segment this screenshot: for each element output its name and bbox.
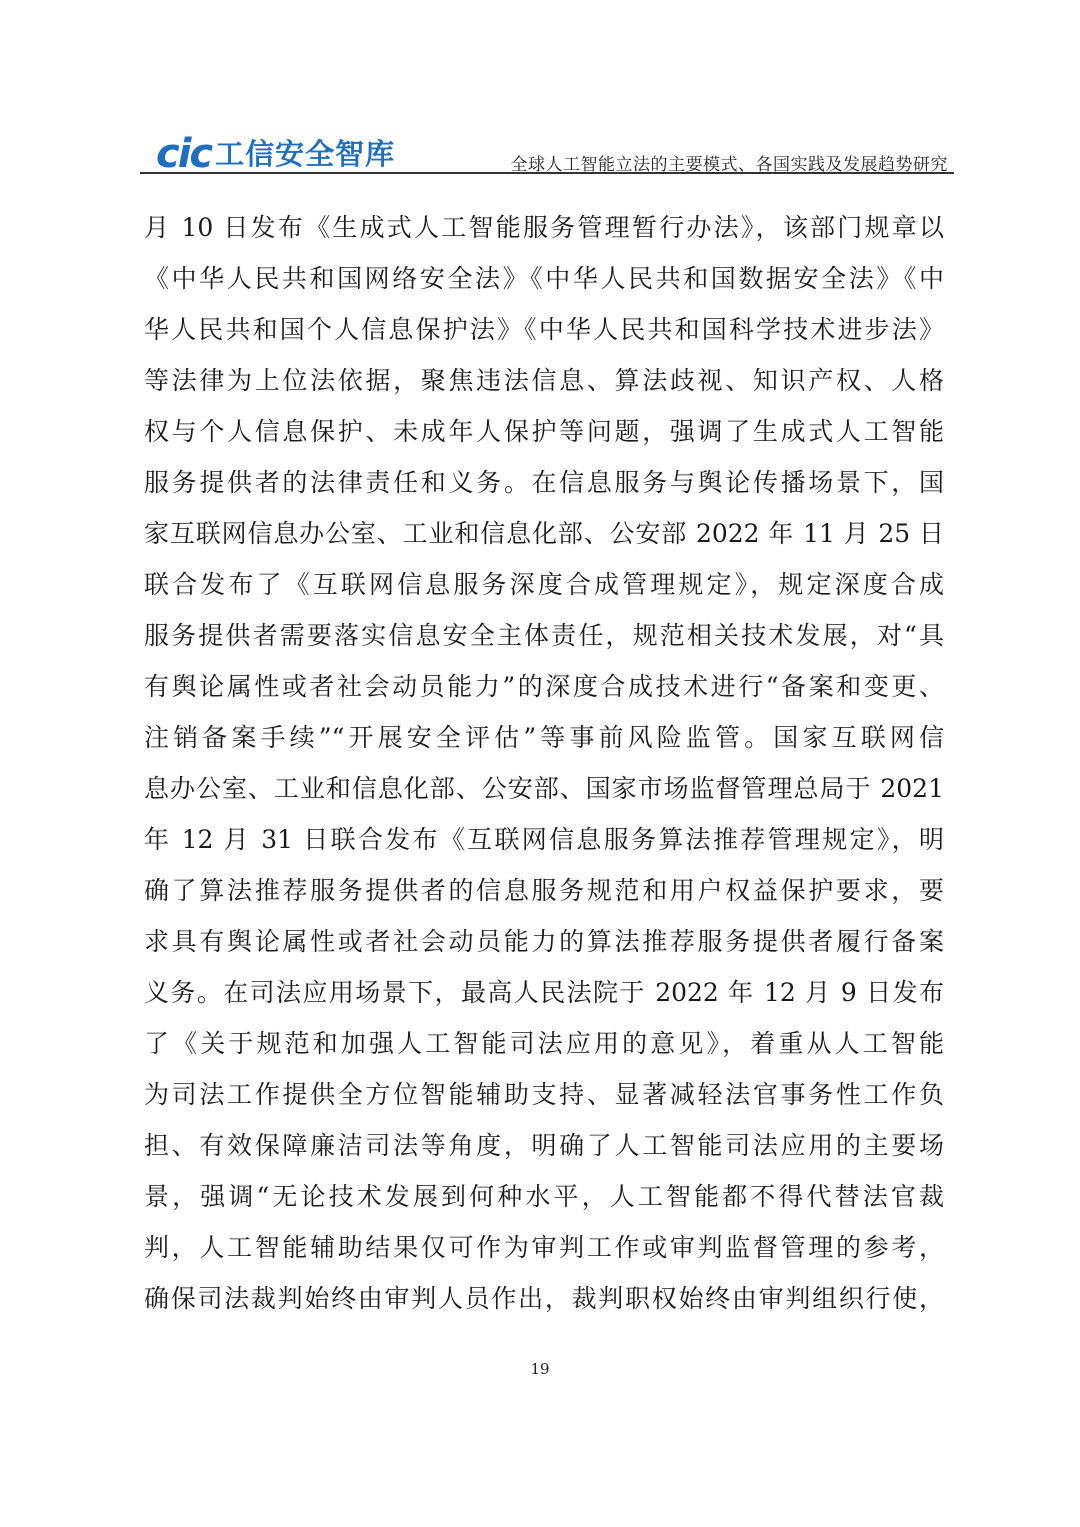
text-line: 为司法工作提供全方位智能辅助支持、显著减轻法官事务性工作负 (144, 1080, 944, 1109)
header-divider (140, 172, 954, 174)
logo-text: 工信安全智库 (215, 137, 396, 171)
text-line: 求具有舆论属性或者社会动员能力的算法推荐服务提供者履行备案 (144, 927, 944, 956)
text-line: 服务提供者的法律责任和义务。在信息服务与舆论传播场景下，国 (144, 468, 944, 497)
text-line: 确了算法推荐服务提供者的信息服务规范和用户权益保护要求，要 (144, 876, 944, 905)
logo-mark: cic (156, 131, 212, 177)
body-text (144, 206, 944, 1328)
text-line: 景，强调“无论技术发展到何种水平，人工智能都不得代替法官裁 (144, 1182, 944, 1211)
text-line: 月 10 日发布《生成式人工智能服务管理暂行办法》，该部门规章以 (144, 213, 944, 242)
header-title: 全球人工智能立法的主要模式、各国实践及发展趋势研究 (510, 155, 948, 175)
text-line: 有舆论属性或者社会动员能力”的深度合成技术进行“备案和变更、 (144, 672, 944, 701)
text-line: 担、有效保障廉洁司法等角度，明确了人工智能司法应用的主要场 (144, 1131, 944, 1160)
cic-logo (156, 131, 396, 177)
text-line: 《中华人民共和国网络安全法》《中华人民共和国数据安全法》《中 (144, 264, 944, 293)
page-header (140, 131, 954, 177)
text-line: 息办公室、工业和信息化部、公安部、国家市场监督管理总局于 2021 (144, 774, 944, 803)
text-line: 家互联网信息办公室、工业和信息化部、公安部 2022 年 11 月 25 日 (144, 519, 944, 548)
text-line: 服务提供者需要落实信息安全主体责任，规范相关技术发展，对“具 (144, 621, 944, 650)
text-line: 了《关于规范和加强人工智能司法应用的意见》，着重从人工智能 (144, 1029, 944, 1058)
text-line: 权与个人信息保护、未成年人保护等问题，强调了生成式人工智能 (144, 417, 944, 446)
text-line: 等法律为上位法依据，聚焦违法信息、算法歧视、知识产权、人格 (144, 366, 944, 395)
page-number: 19 (530, 1360, 550, 1378)
text-line: 华人民共和国个人信息保护法》《中华人民共和国科学技术进步法》 (144, 315, 944, 344)
text-line: 义务。在司法应用场景下，最高人民法院于 2022 年 12 月 9 日发布 (144, 978, 944, 1007)
text-line: 年 12 月 31 日联合发布《互联网信息服务算法推荐管理规定》，明 (144, 825, 944, 854)
text-line: 判，人工智能辅助结果仅可作为审判工作或审判监督管理的参考， (144, 1233, 944, 1262)
text-line: 联合发布了《互联网信息服务深度合成管理规定》，规定深度合成 (144, 570, 944, 599)
text-line: 确保司法裁判始终由审判人员作出，裁判职权始终由审判组织行使， (144, 1284, 944, 1313)
text-line: 注销备案手续”“开展安全评估”等事前风险监管。国家互联网信 (144, 723, 944, 752)
